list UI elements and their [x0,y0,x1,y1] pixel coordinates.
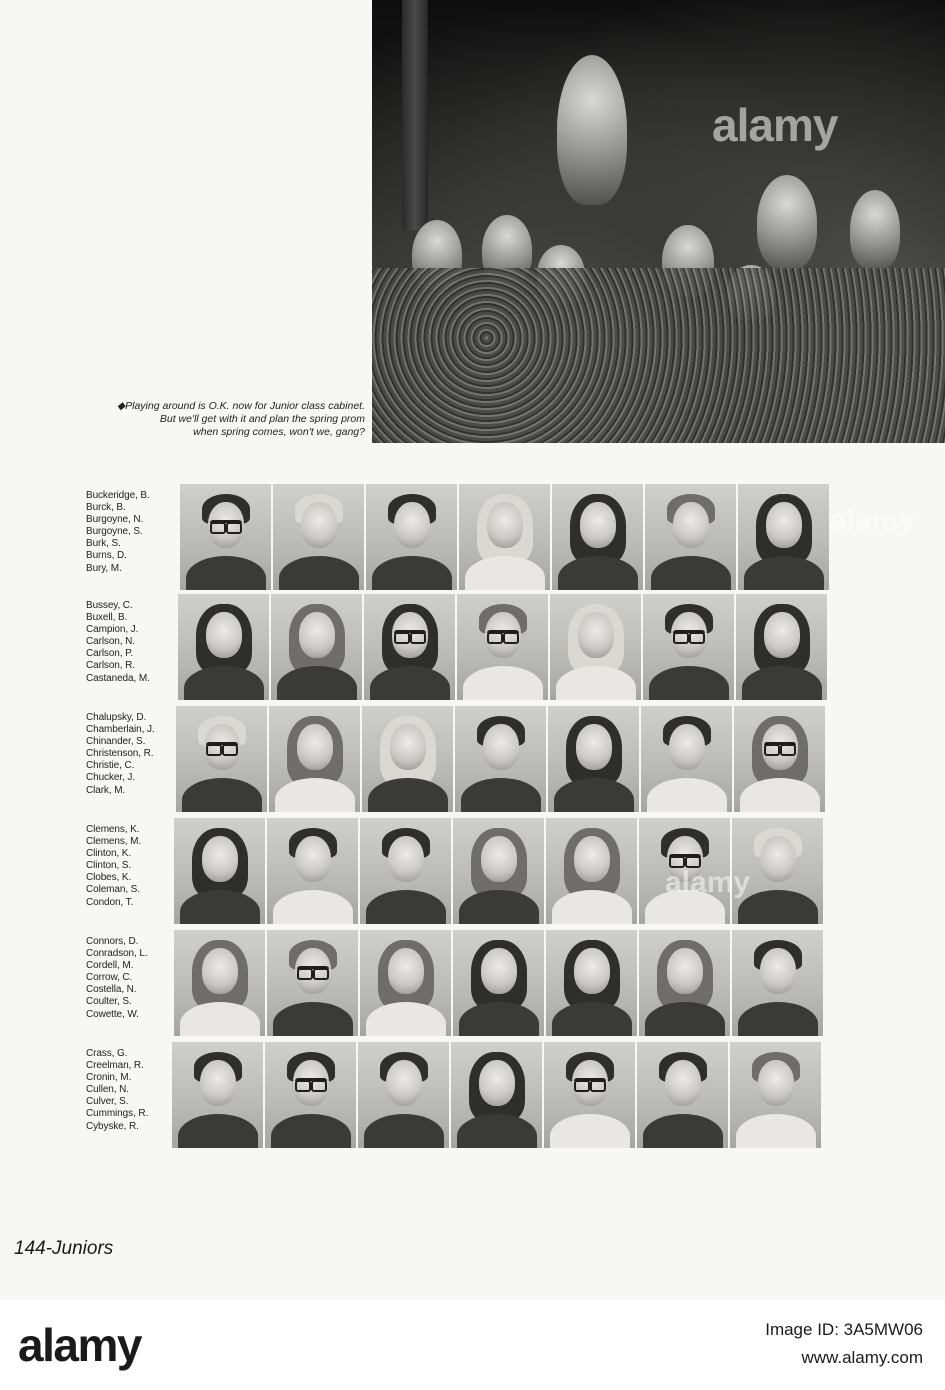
student-portrait [178,594,269,700]
leaf-pile [372,268,945,443]
student-portrait [732,930,823,1036]
name-list [86,712,155,797]
student-name: Campion, J. [86,624,139,636]
student-name: Costella, N. [86,984,137,996]
student-name: Coulter, S. [86,996,132,1008]
student-portrait [364,594,455,700]
student-name: Cowette, W. [86,1008,139,1020]
student-portrait [637,1042,728,1148]
student-portrait [546,930,637,1036]
student-name: Chucker, J. [86,772,135,784]
student-name: Bury, M. [86,562,122,574]
student-portrait [265,1042,356,1148]
page-folio: 144-Juniors [14,1238,114,1259]
portrait-row [176,706,825,812]
student-portrait [360,818,451,924]
portrait-row [172,1042,821,1148]
student-name: Burgoyne, S. [86,526,143,538]
student-name: Coleman, S. [86,884,140,896]
student-name: Clark, M. [86,784,126,796]
student-name: Cummings, R. [86,1108,149,1120]
caption-line: ◆Playing around is O.K. now for Junior class cabinet. [117,400,365,412]
student-portrait [546,818,637,924]
student-portrait [457,594,548,700]
student-portrait [176,706,267,812]
student-name: Clemens, M. [86,836,142,848]
caption-line: But we'll get with it and plan the spring prom [159,413,365,425]
student-figure [850,190,900,270]
student-portrait [172,1042,263,1148]
student-name: Clobes, K. [86,872,132,884]
student-portrait [366,484,457,590]
student-portrait [643,594,734,700]
student-portrait [453,818,544,924]
student-name: Carlson, P. [86,648,134,660]
student-portrait [552,484,643,590]
student-portrait [455,706,546,812]
student-portrait [267,818,358,924]
student-name: Cordell, M. [86,960,134,972]
name-list [86,490,150,575]
name-list [86,1048,148,1133]
student-name: Burck, B. [86,502,126,514]
student-name: Cybyske, R. [86,1120,139,1132]
student-name: Christenson, R. [86,748,154,760]
student-figure [757,175,817,270]
portrait-row [180,484,829,590]
watermark: alamy [830,504,916,537]
name-list [86,600,150,685]
student-portrait [451,1042,542,1148]
student-portrait [550,594,641,700]
student-portrait [180,484,271,590]
student-name: Culver, S. [86,1096,129,1108]
student-name: Clemens, K. [86,824,140,835]
student-name: Conradson, L. [86,948,148,960]
student-portrait [174,930,265,1036]
student-name: Christie, C. [86,760,135,772]
portrait-row [178,594,827,700]
photo-caption [60,400,365,439]
student-portrait [269,706,360,812]
student-portrait [273,484,364,590]
student-name: Clinton, S. [86,860,132,872]
tree-trunk [402,0,428,230]
standing-student [557,55,627,205]
student-portrait [730,1042,821,1148]
student-portrait [362,706,453,812]
name-list [86,824,141,909]
student-name: Chamberlain, J. [86,724,155,736]
student-name: Creelman, R. [86,1060,144,1072]
student-name: Chalupsky, D. [86,712,147,723]
student-name: Cullen, N. [86,1084,129,1096]
student-name: Cronin, M. [86,1072,132,1084]
student-name: Corrow, C. [86,972,133,984]
student-portrait [734,706,825,812]
student-portrait [453,930,544,1036]
student-name: Carlson, R. [86,660,135,672]
student-name: Crass, G. [86,1048,128,1059]
cabinet-group-photo [372,0,945,443]
student-portrait [738,484,829,590]
student-name: Condon, T. [86,896,134,908]
student-name: Castaneda, M. [86,672,150,684]
watermark: alamy [712,99,838,151]
portrait-row [174,930,823,1036]
student-portrait [645,484,736,590]
student-portrait [459,484,550,590]
student-portrait [544,1042,635,1148]
watermark: alamy [665,866,751,899]
student-portrait [267,930,358,1036]
caption-line: when spring comes, won't we, gang? [193,426,365,438]
student-portrait [174,818,265,924]
image-id: Image ID: 3A5MW06 [765,1320,923,1339]
student-portrait [358,1042,449,1148]
site-url: www.alamy.com [801,1348,923,1367]
student-name: Chinander, S. [86,736,146,748]
student-name: Clinton, K. [86,848,132,860]
student-portrait [641,706,732,812]
student-name: Burns, D. [86,550,127,562]
student-portrait [360,930,451,1036]
student-name: Buxell, B. [86,612,128,624]
student-name: Bussey, C. [86,600,133,611]
student-name: Burgoyne, N. [86,514,144,526]
stock-logo: alamy [18,1319,141,1371]
student-name: Buckeridge, B. [86,490,150,501]
student-name: Carlson, N. [86,636,135,648]
name-list [86,936,148,1021]
student-portrait [271,594,362,700]
student-portrait [548,706,639,812]
student-name: Connors, D. [86,936,139,947]
student-name: Burk, S. [86,538,121,550]
student-portrait [736,594,827,700]
student-portrait [639,930,730,1036]
stock-footer [0,1300,945,1390]
